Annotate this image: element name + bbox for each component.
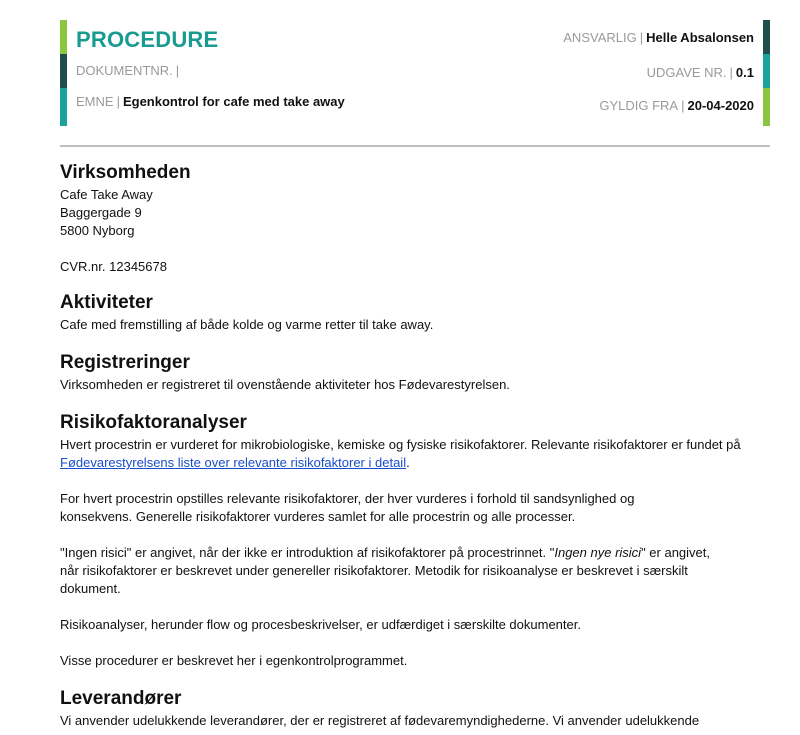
separator: | xyxy=(729,65,733,80)
accent-bar-dark-left xyxy=(60,54,67,88)
section-heading-leverandorer: Leverandører xyxy=(60,688,182,709)
risiko-paragraph-3 xyxy=(60,544,770,598)
dokumentnr-row xyxy=(76,63,182,78)
emne-row xyxy=(76,94,345,109)
separator: | xyxy=(681,98,685,113)
risiko-paragraph-5: Visse procedurer er beskrevet her i egenkontrolprogrammet. xyxy=(60,653,408,668)
section-heading-virksomheden: Virksomheden xyxy=(60,162,191,183)
risiko-p1-text: Hvert procestrin er vurderet for mikrobiologiske, kemiske og fysiske risikofaktorer. Relevante risikofaktorer er fundet på xyxy=(60,437,741,452)
risiko-p3-a: "Ingen risici" er angivet, når der ikke er introduktion af risikofaktorer på procestrinnet. " xyxy=(60,545,555,560)
udgave-row xyxy=(647,65,754,80)
gyldig-fra-label: GYLDIG FRA xyxy=(599,98,679,113)
company-street: Baggergade 9 xyxy=(60,205,142,220)
emne-label: EMNE xyxy=(76,94,114,109)
company-city: 5800 Nyborg xyxy=(60,223,135,238)
risiko-p2-line1: For hvert procestrin opstilles relevante risikofaktorer, der hver vurderes i forhold til sandsynlighed og xyxy=(60,491,635,506)
document-body xyxy=(60,160,770,730)
company-cvr: CVR.nr. 12345678 xyxy=(60,259,167,274)
emne-value: Egenkontrol for cafe med take away xyxy=(122,94,345,109)
dokumentnr-label: DOKUMENTNR. xyxy=(76,63,173,78)
udgave-label: UDGAVE NR. xyxy=(646,65,727,80)
fvst-risk-list-link[interactable]: Fødevarestyrelsens liste over relevante risikofaktorer i detail xyxy=(60,455,407,470)
company-address xyxy=(60,186,770,240)
ansvarlig-row xyxy=(563,30,754,45)
company-name: Cafe Take Away xyxy=(60,187,153,202)
header-divider xyxy=(60,145,770,147)
separator: | xyxy=(175,63,180,78)
risiko-p2-line2: konsekvens. Generelle risikofaktorer vurderes samlet for alle procestrin og alle processer. xyxy=(60,509,576,524)
separator: | xyxy=(639,30,644,45)
ansvarlig-value: Helle Absalonsen xyxy=(646,30,754,45)
accent-bar-dark-right xyxy=(763,20,770,54)
risiko-p3-line3: dokument. xyxy=(60,581,121,596)
risiko-paragraph-1 xyxy=(60,436,770,472)
registreringer-text: Virksomheden er registreret til ovenstående aktiviteter hos Fødevarestyrelsen. xyxy=(60,377,510,392)
risiko-p3-b: " er angivet, xyxy=(641,545,711,560)
gyldig-fra-row xyxy=(599,98,754,113)
section-heading-aktiviteter: Aktiviteter xyxy=(60,292,153,313)
risiko-p3-emphasis: Ingen nye risici xyxy=(554,545,642,560)
accent-bar-teal-left xyxy=(60,88,67,126)
gyldig-fra-value: 20-04-2020 xyxy=(687,98,754,113)
ansvarlig-label: ANSVARLIG xyxy=(563,30,637,45)
accent-bar-teal-right xyxy=(763,54,770,88)
udgave-value: 0.1 xyxy=(735,65,754,80)
section-heading-registreringer: Registreringer xyxy=(60,352,190,373)
accent-bar-green-right xyxy=(763,88,770,126)
document-header xyxy=(60,20,770,126)
section-heading-risikofaktoranalyser: Risikofaktoranalyser xyxy=(60,412,247,433)
aktiviteter-text: Cafe med fremstilling af både kolde og varme retter til take away. xyxy=(60,317,434,332)
accent-bar-green-left xyxy=(60,20,67,54)
risiko-paragraph-4: Risikoanalyser, herunder flow og procesbeskrivelser, er udfærdiget i særskilte dokumenter. xyxy=(60,617,581,632)
leverandorer-text: Vi anvender udelukkende leverandører, der er registreret af fødevaremyndighederne. Vi anvender udelukkende xyxy=(60,713,700,728)
risiko-paragraph-2 xyxy=(60,490,770,526)
risiko-p3-line2: når risikofaktorer er beskrevet under genereller risikofaktorer. Metodik for risikoanalyse er beskrevet i særskilt xyxy=(60,563,688,578)
separator: | xyxy=(116,94,120,109)
risiko-p1-end: . xyxy=(406,455,410,470)
procedure-title: PROCEDURE xyxy=(76,27,219,52)
